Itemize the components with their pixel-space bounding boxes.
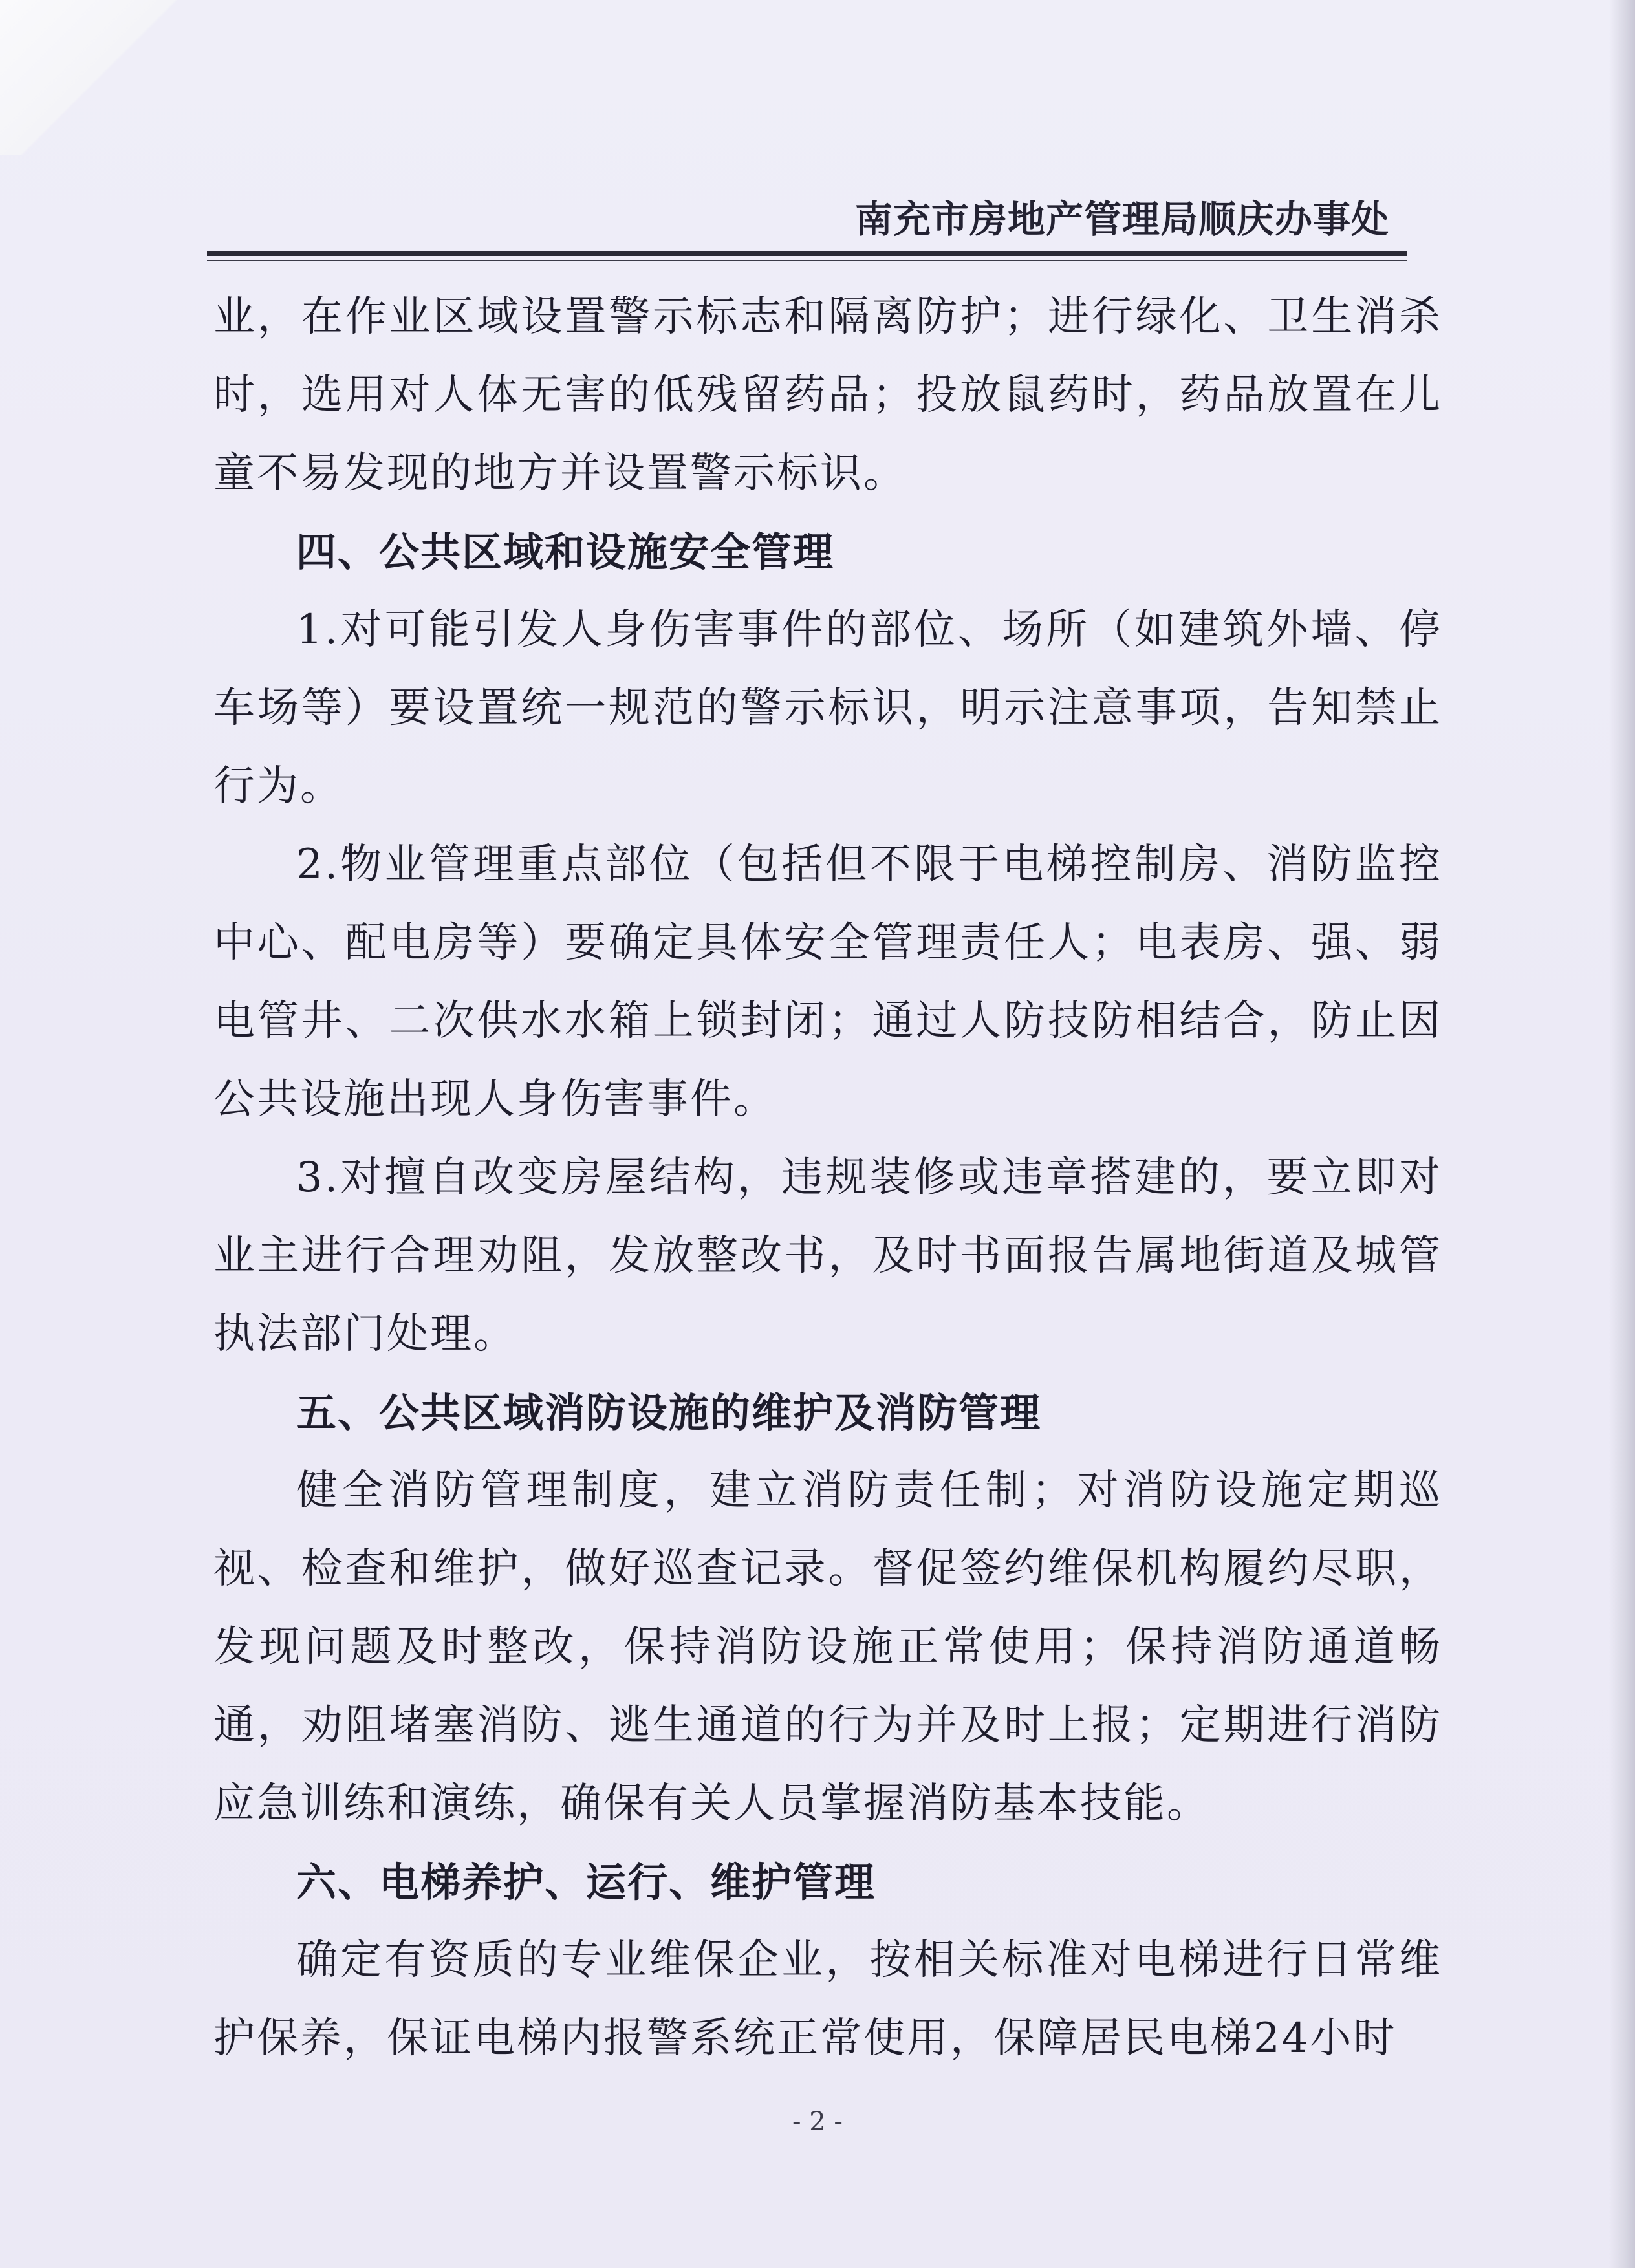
folded-corner [0,0,194,155]
paragraph-fire-management: 健全消防管理制度，建立消防责任制；对消防设施定期巡视、检查和维护，做好巡查记录。督促签约维保机构履约尽职，发现问题及时整改，保持消防设施正常使用；保持消防通道畅通，劝阻堵塞消防、逃生通道的行为并及时上报；定期进行消防应急训练和演练，确保有关人员掌握消防基本技能。 [213,1467,1442,1828]
paragraph-item-2: 2.物业管理重点部位（包括但不限于电梯控制房、消防监控中心、配电房等）要确定具体安全管理责任人；电表房、强、弱电管井、二次供水水箱上锁封闭；通过人防技防相结合，防止因公共设施出现人身伤害事件。 [213,841,1442,1123]
page-edge-shadow [1609,0,1635,2268]
section-heading-4: 四、公共区域和设施安全管理 [296,528,835,576]
document-body [213,278,1442,2078]
header-organization: 南充市房地产管理局顺庆办事处 [854,197,1389,241]
paragraph-elevator: 确定有资质的专业维保企业，按相关标准对电梯进行日常维护保养，保证电梯内报警系统正常使用，保障居民电梯24小时 [213,1936,1442,2062]
header-rule-thin [207,260,1407,261]
paragraph-continuation: 业，在作业区域设置警示标志和隔离防护；进行绿化、卫生消杀时，选用对人体无害的低残留药品；投放鼠药时，药品放置在儿童不易发现的地方并设置警示标识。 [213,293,1442,497]
page-number: - 2 - [792,2107,843,2137]
paragraph-item-1: 1.对可能引发人身伤害事件的部位、场所（如建筑外墙、停车场等）要设置统一规范的警示标识，明示注意事项，告知禁止行为。 [213,606,1442,810]
paragraph-item-3: 3.对擅自改变房屋结构，违规装修或违章搭建的，要立即对业主进行合理劝阻，发放整改书，及时书面报告属地街道及城管执法部门处理。 [213,1154,1442,1358]
header-rule-thick [207,251,1407,256]
section-heading-6: 六、电梯养护、运行、维护管理 [296,1859,876,1906]
section-heading-5: 五、公共区域消防设施的维护及消防管理 [296,1389,1042,1436]
